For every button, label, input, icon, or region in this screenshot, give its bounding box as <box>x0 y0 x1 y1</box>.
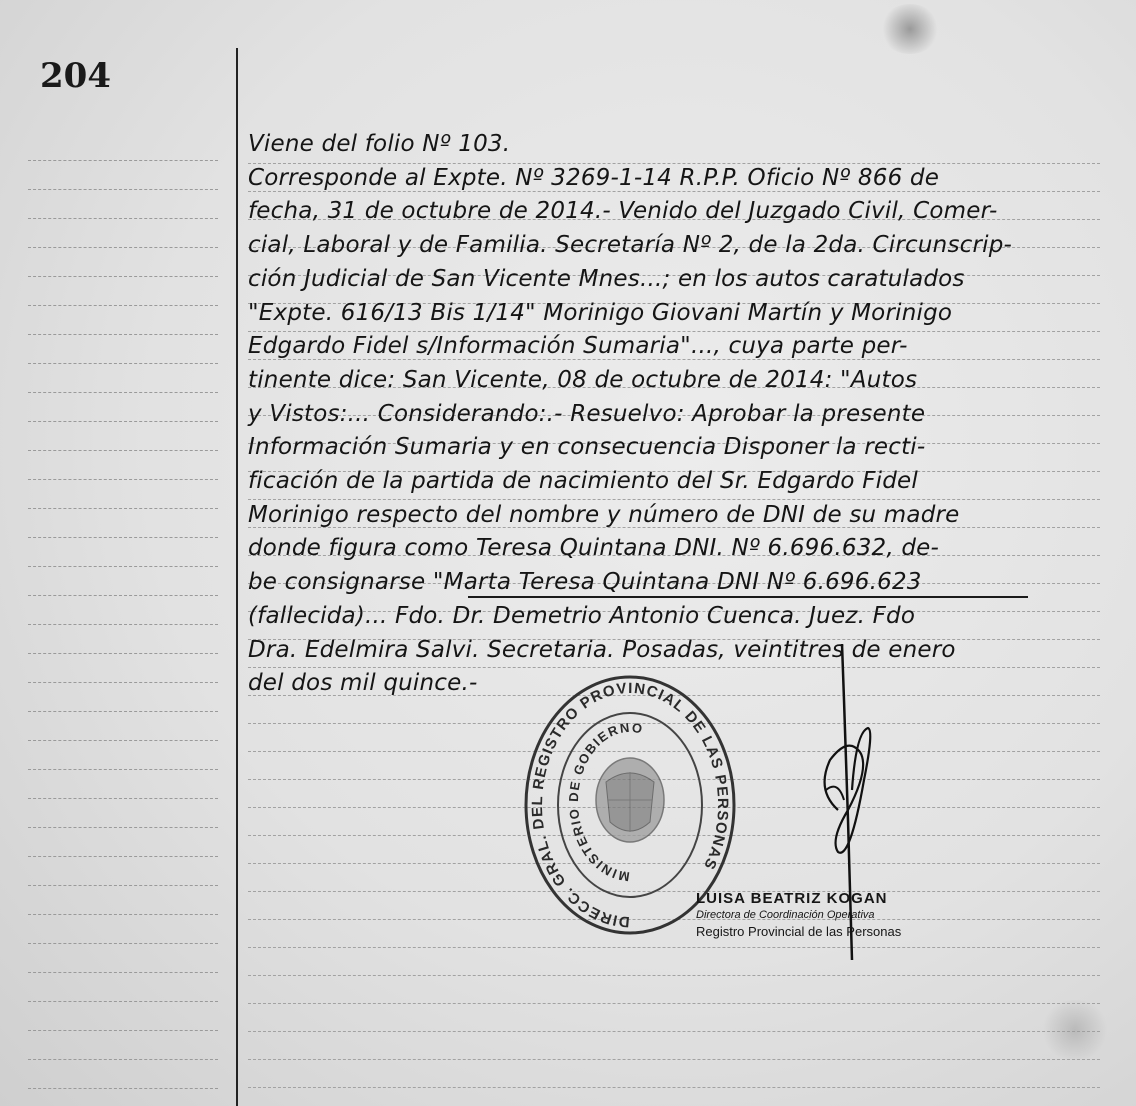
handwritten-line: ficación de la partida de nacimiento del Sr. Edgardo Fidel <box>248 468 918 494</box>
handwritten-line: Morinigo respecto del nombre y número de DNI de su madre <box>248 501 960 528</box>
margin-rule-line <box>28 305 218 306</box>
signer-title: Directora de Coordinación Operativa <box>696 909 875 921</box>
seal-inner-text: MINISTERIO DE GOBIERNO <box>565 719 645 885</box>
handwritten-line: Información Sumaria y en consecuencia Disponer la recti- <box>248 434 926 461</box>
handwritten-line: ción Judicial de San Vicente Mnes...; en los autos caratulados <box>248 265 965 292</box>
body-rule-line <box>248 1059 1100 1060</box>
page-number: 204 <box>40 56 111 96</box>
margin-rule-line <box>28 624 218 625</box>
margin-rule-line <box>28 740 218 741</box>
handwritten-line: Viene del folio Nº 103. <box>248 131 511 157</box>
handwritten-line: cial, Laboral y de Familia. Secretaría Nº 2, de la 2da. Circunscrip- <box>248 232 1013 259</box>
signer-name: LUISA BEATRIZ KOGAN <box>696 890 888 907</box>
margin-rule-line <box>28 827 218 828</box>
handwritten-line: tinente dice: San Vicente, 08 de octubre de 2014: "Autos <box>248 366 918 393</box>
margin-rule-line <box>28 421 218 422</box>
margin-rule-line <box>28 508 218 509</box>
margin-rule-line <box>28 1088 218 1089</box>
seal-outer-text: DIRECC. GRAL. DEL REGISTRO PROVINCIAL DE LAS PERSONAS <box>528 679 732 931</box>
margin-rule-line <box>28 682 218 683</box>
margin-rule-line <box>28 276 218 277</box>
margin-rule-line <box>28 363 218 364</box>
margin-rule-line <box>28 856 218 857</box>
margin-rule-line <box>28 334 218 335</box>
margin-rule-line <box>28 653 218 654</box>
handwritten-line: donde figura como Teresa Quintana DNI. Nº 6.696.632, de- <box>248 535 940 562</box>
margin-rule-line <box>28 769 218 770</box>
body-rule-line <box>248 975 1100 976</box>
margin-rule-line <box>28 914 218 915</box>
margin-rule-line <box>28 943 218 944</box>
paper-smudge <box>880 4 940 54</box>
coat-of-arms-emblem <box>596 758 664 842</box>
margin-rule-line <box>28 450 218 451</box>
handwritten-line: "Expte. 616/13 Bis 1/14" Morinigo Giovani Martín y Morinigo <box>248 299 953 326</box>
margin-rule-line <box>28 479 218 480</box>
margin-rule-line <box>28 711 218 712</box>
handwritten-line: fecha, 31 de octubre de 2014.- Venido del Juzgado Civil, Comer- <box>248 198 998 225</box>
margin-rule-line <box>28 537 218 538</box>
margin-rule-line <box>28 798 218 799</box>
margin-rule-line <box>28 1001 218 1002</box>
signer-office: Registro Provincial de las Personas <box>696 924 902 939</box>
margin-rule-line <box>28 595 218 596</box>
underline-mark <box>468 596 1028 598</box>
margin-rule-line <box>28 189 218 190</box>
body-rule-line <box>248 1087 1100 1088</box>
handwritten-line: be consignarse "Marta Teresa Quintana DNI Nº 6.696.623 <box>248 569 922 596</box>
margin-line <box>236 48 238 1106</box>
body-rule-line <box>248 1003 1100 1004</box>
handwritten-line: del dos mil quince.- <box>248 670 478 697</box>
signer-block <box>696 890 926 939</box>
margin-rule-line <box>28 218 218 219</box>
margin-rule-line <box>28 1030 218 1031</box>
margin-rule-line <box>28 885 218 886</box>
margin-rule-line <box>28 160 218 161</box>
handwritten-line: y Vistos:... Considerando:.- Resuelvo: Aprobar la presente <box>248 400 926 427</box>
margin-rule-line <box>28 392 218 393</box>
paper-smudge <box>1040 1000 1110 1060</box>
margin-rule-line <box>28 972 218 973</box>
handwritten-line: (fallecida)... Fdo. Dr. Demetrio Antonio Cuenca. Juez. Fdo <box>248 602 916 629</box>
handwritten-line: Edgardo Fidel s/Información Sumaria"..., cuya parte per- <box>248 333 908 360</box>
body-rule-line <box>248 1031 1100 1032</box>
margin-rule-line <box>28 566 218 567</box>
handwritten-line: Dra. Edelmira Salvi. Secretaria. Posadas, veintitres de enero <box>248 636 956 663</box>
body-rule-line <box>248 947 1100 948</box>
margin-rule-line <box>28 1059 218 1060</box>
margin-rule-line <box>28 247 218 248</box>
handwritten-line: Corresponde al Expte. Nº 3269-1-14 R.P.P. Oficio Nº 866 de <box>248 164 940 191</box>
